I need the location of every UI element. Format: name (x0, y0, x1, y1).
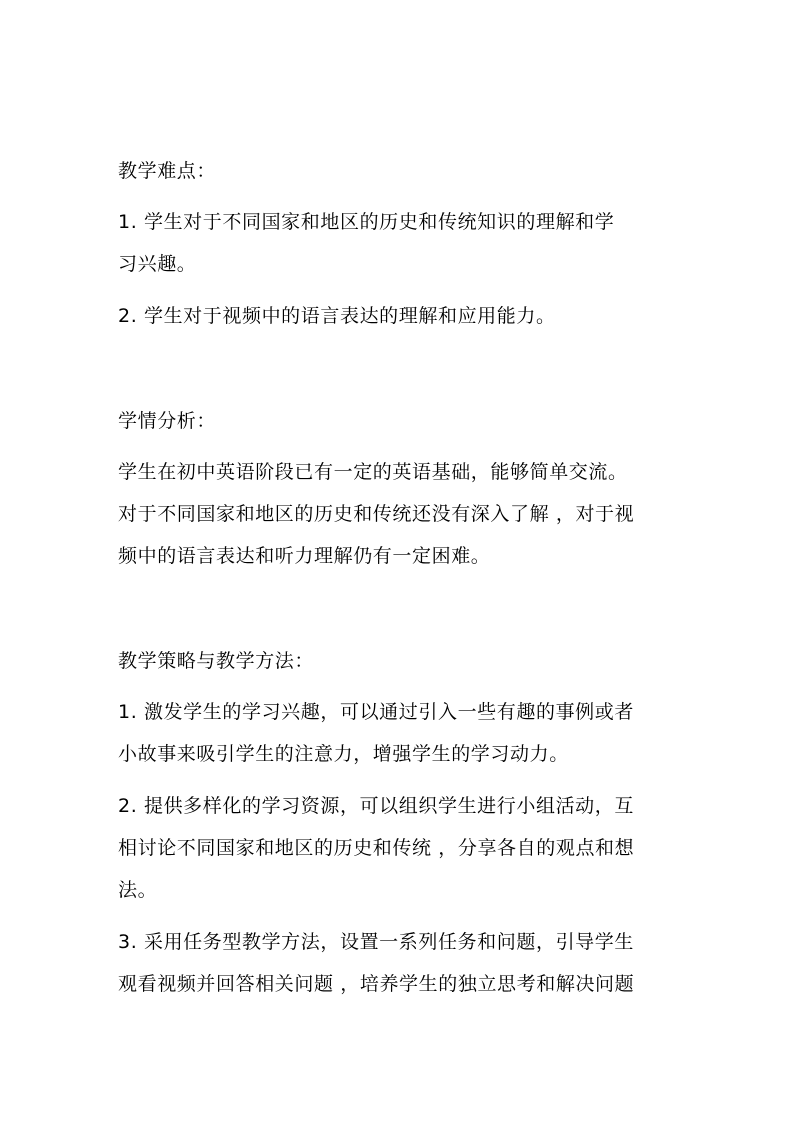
difficulty-item-2-line-1: 2. 学生对于视频中的语言表达的理解和应用能力。 (118, 305, 556, 327)
strategy-item-1-line-2: 小故事来吸引学生的注意力，增强学生的学习动力。 (118, 743, 569, 765)
difficulty-heading: 教学难点： (118, 160, 217, 182)
analysis-line-1: 学生在初中英语阶段已有一定的英语基础，能够简单交流。 (118, 461, 628, 483)
strategy-heading: 教学策略与教学方法： (118, 650, 315, 672)
strategy-item-1-line-1: 1. 激发学生的学习兴趣，可以通过引入一些有趣的事例或者 (118, 701, 634, 723)
difficulty-item-1-line-1: 1. 学生对于不同国家和地区的历史和传统知识的理解和学 (118, 211, 615, 233)
strategy-item-2-line-3: 法。 (118, 879, 158, 901)
difficulty-item-1-line-2: 习兴趣。 (118, 253, 197, 275)
analysis-line-3: 频中的语言表达和听力理解仍有一定困难。 (118, 545, 491, 567)
analysis-line-2: 对于不同国家和地区的历史和传统还没有深入了解 ，对于视 (118, 503, 635, 525)
analysis-heading: 学情分析： (118, 410, 217, 432)
strategy-item-2-line-2: 相讨论不同国家和地区的历史和传统 ，分享各自的观点和想 (118, 837, 635, 859)
strategy-item-3-line-2: 观看视频并回答相关问题 ，培养学生的独立思考和解决问题 (118, 973, 635, 995)
strategy-item-2-line-1: 2. 提供多样化的学习资源，可以组织学生进行小组活动，互 (118, 795, 634, 817)
strategy-item-3-line-1: 3. 采用任务型教学方法，设置一系列任务和问题，引导学生 (118, 931, 634, 953)
